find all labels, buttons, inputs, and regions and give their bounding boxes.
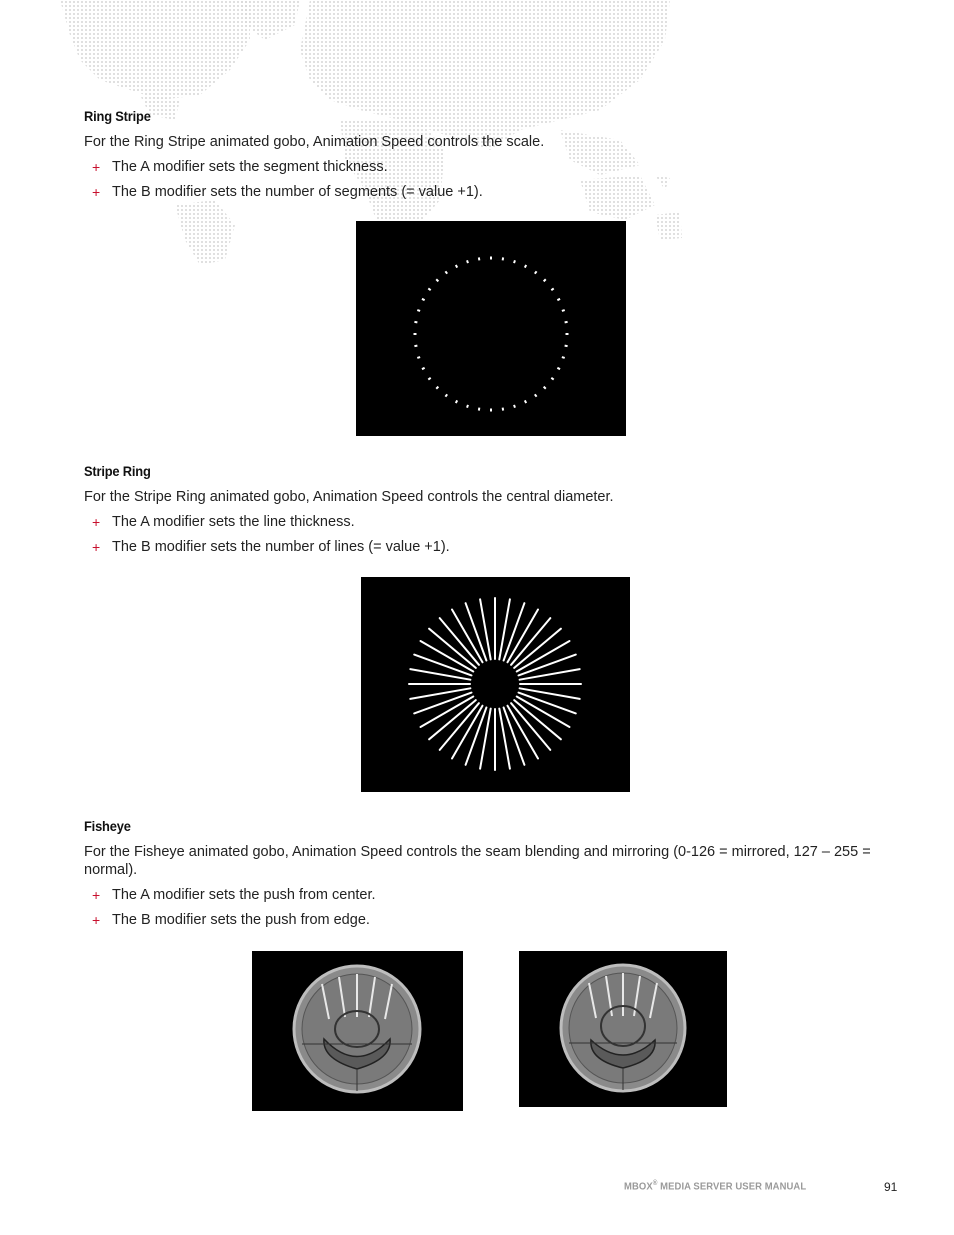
bullet-list <box>84 513 896 563</box>
list-item: + The B modifier sets the push from edge. <box>92 912 370 928</box>
footer-manual-title: MBOX® MEDIA SERVER USER MANUAL <box>624 1180 807 1193</box>
list-item: + The B modifier sets the number of segments (= value +1). <box>92 184 483 200</box>
plus-icon: + <box>92 539 101 555</box>
section-heading: Ring Stripe <box>84 108 151 124</box>
section-heading: Fisheye <box>84 818 131 834</box>
fisheye-gobo-image-right <box>519 951 727 1107</box>
stripe-ring-gobo-image <box>361 577 630 792</box>
section-paragraph: For the Stripe Ring animated gobo, Animation Speed controls the central diameter. <box>84 489 614 505</box>
list-item: + The B modifier sets the number of lines (= value +1). <box>92 539 450 555</box>
ring-segment <box>490 257 492 260</box>
ring-segment <box>490 409 492 412</box>
plus-icon: + <box>92 887 101 903</box>
plus-icon: + <box>92 184 101 200</box>
section-fisheye <box>84 818 896 936</box>
bullet-list <box>84 158 896 208</box>
section-stripe-ring <box>84 463 896 563</box>
fisheye-gobo-image-left <box>252 951 463 1111</box>
list-item: + The A modifier sets the push from center. <box>92 887 376 903</box>
section-paragraph: For the Fisheye animated gobo, Animation Speed controls the seam blending and mirroring (0-126 = mirrored, 127 – 255 = normal). <box>84 844 871 878</box>
list-item: + The A modifier sets the segment thickness. <box>92 159 388 175</box>
section-ring-stripe <box>84 108 896 208</box>
ring-stripe-gobo-image <box>356 221 626 436</box>
plus-icon: + <box>92 159 101 175</box>
ring-segment <box>566 333 569 335</box>
plus-icon: + <box>92 912 101 928</box>
ring-segment <box>414 333 417 335</box>
plus-icon: + <box>92 514 101 530</box>
page-number: 91 <box>884 1180 898 1194</box>
section-paragraph: For the Ring Stripe animated gobo, Animation Speed controls the scale. <box>84 134 545 150</box>
bullet-list <box>84 886 896 936</box>
section-heading: Stripe Ring <box>84 463 151 479</box>
list-item: + The A modifier sets the line thickness. <box>92 514 355 530</box>
